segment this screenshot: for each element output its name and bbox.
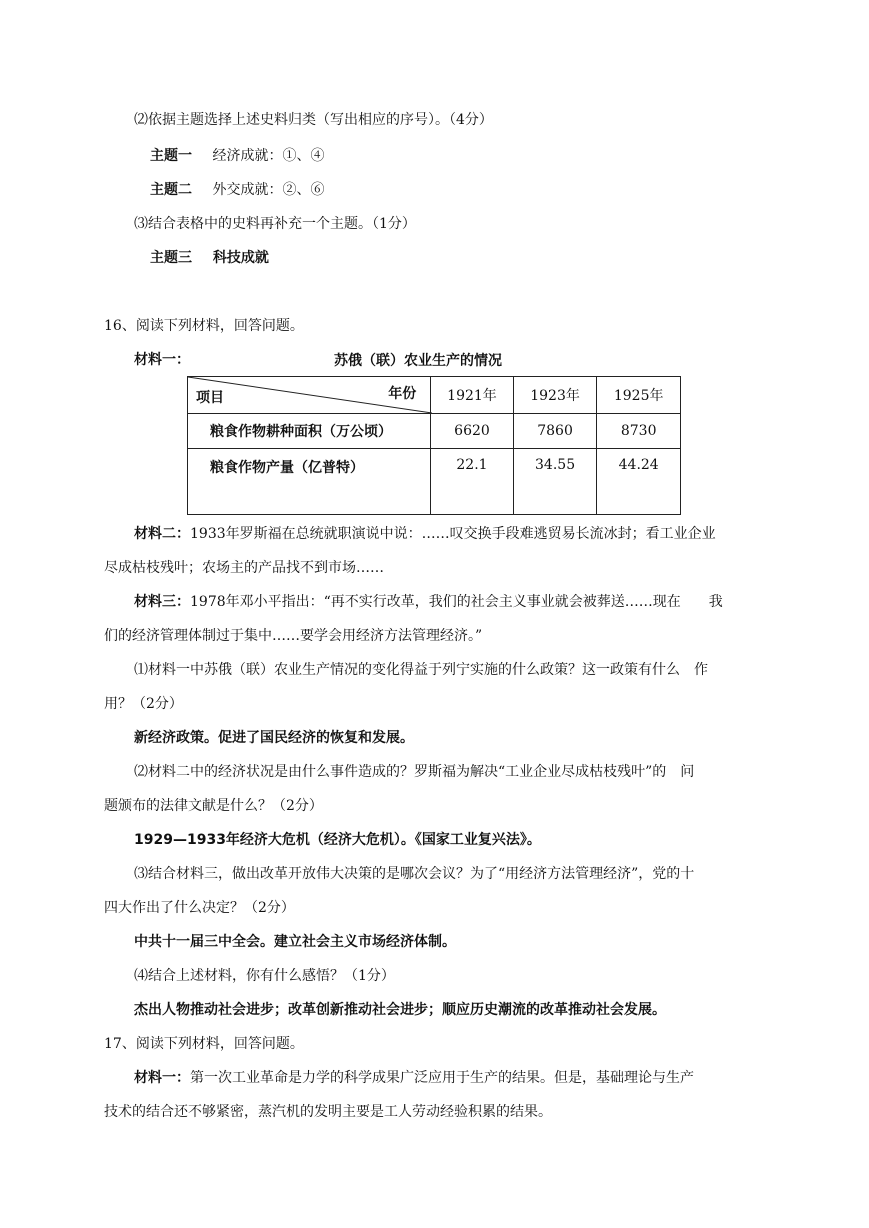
q16-answer1: 新经济政策。促进了国民经济的恢复和发展。 (134, 730, 414, 746)
q16-answer3: 中共十一届三中全会。建立社会主义市场经济体制。 (134, 934, 456, 950)
q17-intro: 17、阅读下列材料，回答问题。 (104, 1036, 304, 1052)
q16-sub1-line1: ⑴材料一中苏俄（联）农业生产情况的变化得益于列宁实施的什么政策？这一政策有什么 作 (134, 662, 708, 678)
q16-sub1-line2: 用？（2分） (104, 696, 183, 712)
q16-answer4: 杰出人物推动社会进步；改革创新推动社会进步；顺应历史潮流的改革推动社会发展。 (134, 1002, 666, 1018)
q16-sub3-line2: 四大作出了什么决定？（2分） (104, 900, 295, 916)
q17-material1-text-1: 第一次工业革命是力学的科学成果广泛应用于生产的结果。但是，基础理论与生产 (190, 1070, 694, 1086)
q16-intro: 16、阅读下列材料，回答问题。 (104, 318, 304, 334)
theme3-label: 主题三 (150, 250, 192, 266)
year-1921: 1921年 (431, 377, 514, 414)
theme1-text: 经济成就：①、④ (212, 148, 325, 164)
cell-area-1925: 8730 (597, 414, 681, 449)
q16-sub4: ⑷结合上述材料，你有什么感悟？（1分） (134, 968, 395, 984)
q16-sub2-line2: 题颁布的法律文献是什么？（2分） (104, 798, 323, 814)
q16-sub2-line1: ⑵材料二中的经济状况是由什么事件造成的？罗斯福为解决“工业企业尽成枯枝残叶”的 问 (134, 764, 695, 780)
theme2-text: 外交成就：②、⑥ (212, 182, 325, 198)
theme2 (150, 180, 324, 200)
cell-output-1923: 34.55 (513, 449, 597, 515)
cell-area-1923: 7860 (513, 414, 597, 449)
q16-material1-label: 材料一： (134, 352, 190, 368)
cell-output-1925: 44.24 (597, 449, 681, 515)
q17-material1 (134, 1068, 694, 1088)
agriculture-table (187, 376, 681, 515)
q16-material2 (134, 524, 716, 544)
material3-text-1: 1978年邓小平指出：“再不实行改革，我们的社会主义事业就会被葬送……现在 我 (190, 594, 723, 610)
q15-part3: ⑶结合表格中的史料再补充一个主题。（1分） (134, 216, 416, 232)
theme3-text: 科技成就 (212, 250, 269, 266)
theme3 (150, 248, 269, 268)
q16-answer2: 1929—1933年经济大危机（经济大危机）。《国家工业复兴法》。 (134, 832, 541, 848)
q17-material1-text-2: 技术的结合还不够紧密，蒸汽机的发明主要是工人劳动经验积累的结果。 (104, 1104, 552, 1120)
q15-part2: ⑵依据主题选择上述史料归类（写出相应的序号）。（4分） (134, 112, 493, 128)
q16-material3 (134, 592, 723, 612)
table-diagonal-header (188, 377, 431, 414)
row-label-area: 粮食作物耕种面积（万公顷） (188, 414, 431, 449)
material3-label: 材料三： (134, 594, 190, 610)
theme2-label: 主题二 (150, 182, 192, 198)
cell-output-1921: 22.1 (431, 449, 514, 515)
theme1-label: 主题一 (150, 148, 192, 164)
table-row (188, 414, 681, 449)
year-1925: 1925年 (597, 377, 681, 414)
table-header-row (188, 377, 681, 414)
material3-text-2: 们的经济管理体制过于集中……要学会用经济方法管理经济。” (104, 628, 483, 644)
q16-sub3-line1: ⑶结合材料三，做出改革开放伟大决策的是哪次会议？为了“用经济方法管理经济”，党的十 (134, 866, 695, 882)
row-label-output: 粮食作物产量（亿普特） (188, 449, 431, 515)
material2-text-2: 尽成枯枝残叶；农场主的产品找不到市场…… (104, 560, 384, 576)
header-item-label: 项目 (196, 390, 224, 406)
theme1 (150, 146, 324, 166)
table-row (188, 449, 681, 515)
q17-material1-label: 材料一： (134, 1070, 190, 1086)
table-title: 苏俄（联）农业生产的情况 (334, 353, 502, 369)
cell-area-1921: 6620 (431, 414, 514, 449)
year-1923: 1923年 (513, 377, 597, 414)
material2-label: 材料二： (134, 526, 190, 542)
header-year-label: 年份 (388, 386, 417, 402)
material2-text-1: 1933年罗斯福在总统就职演说中说：……叹交换手段难逃贸易长流冰封；看工业企业 (190, 526, 716, 542)
